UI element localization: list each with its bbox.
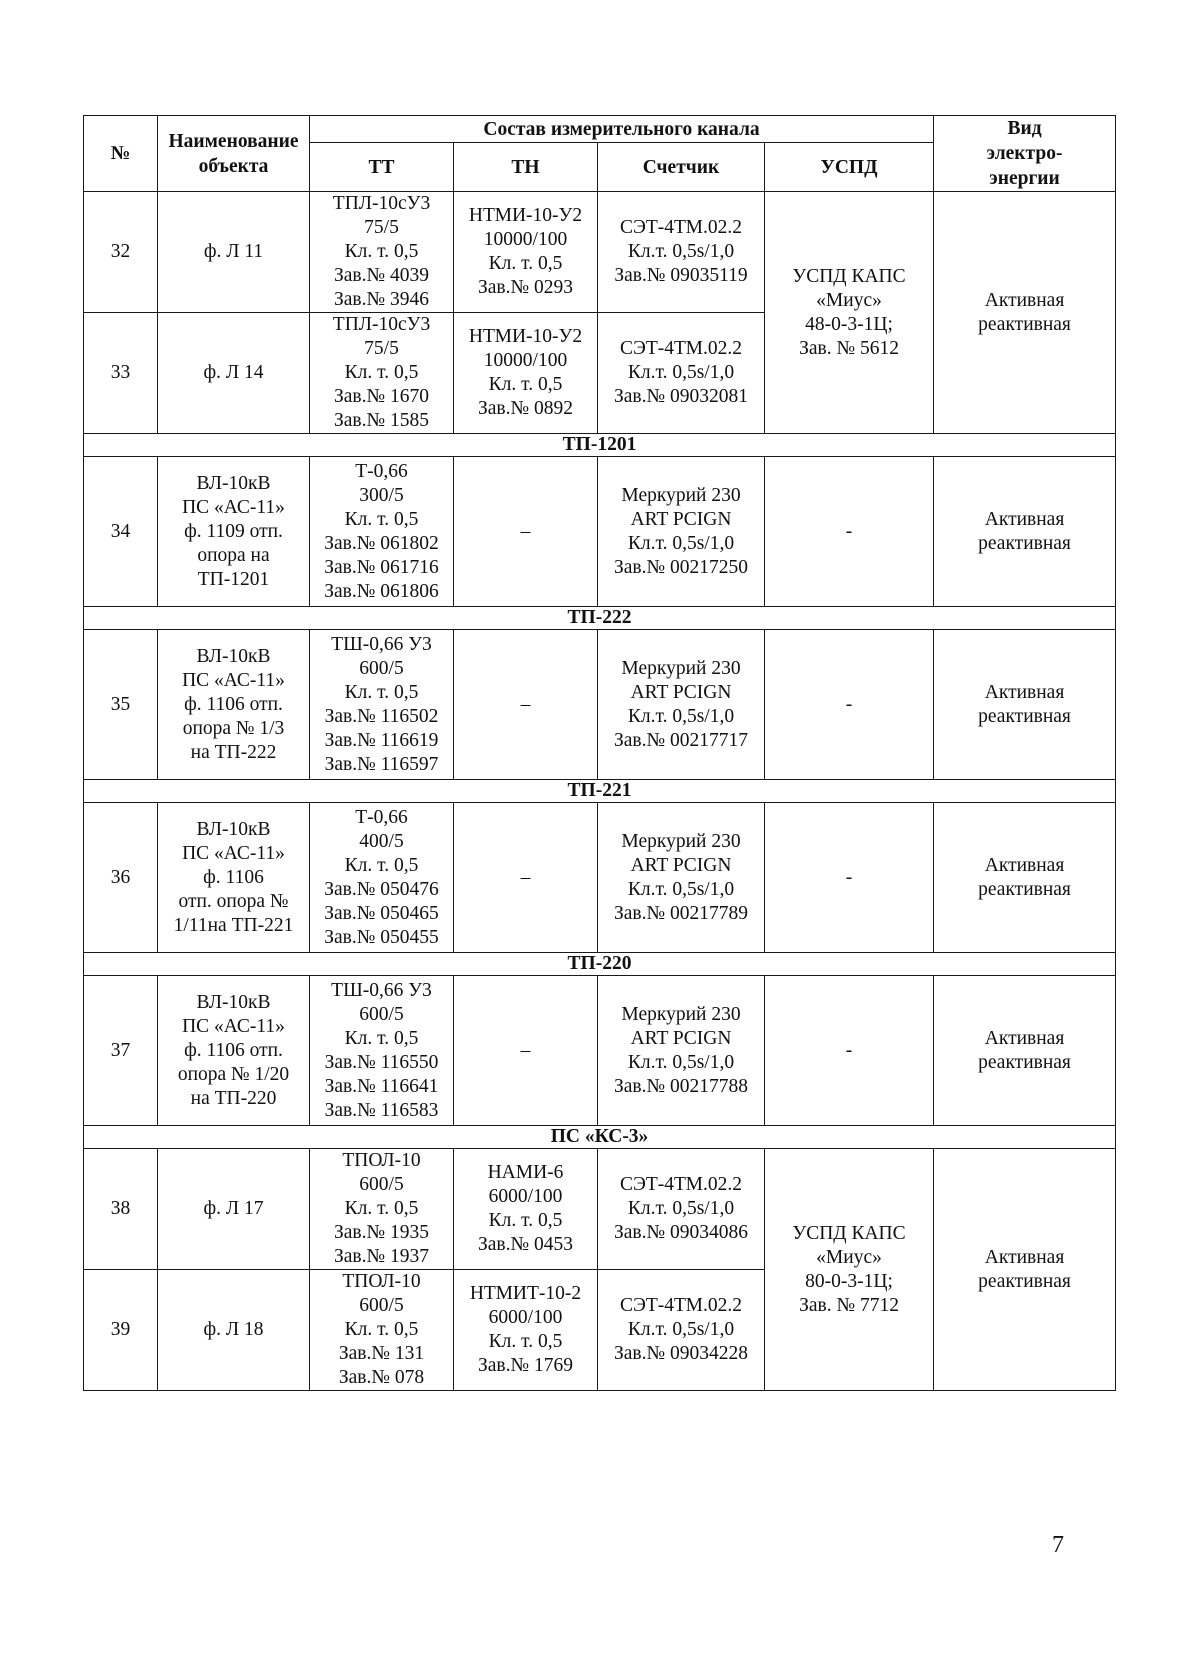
row-object-name: ф. Л 11 [158,192,310,313]
row-object-name: ВЛ-10кВ ПС «АС-11» ф. 1106 отп. опора № 1/20 на ТП-220 [158,976,310,1126]
row-meter: Меркурий 230 ART PCIGN Кл.т. 0,5s/1,0 Зав.№ 00217717 [598,630,765,780]
table-row [84,457,1116,607]
row-tt: ТШ-0,66 У3 600/5 Кл. т. 0,5 Зав.№ 116550 Зав.№ 116641 Зав.№ 116583 [310,976,454,1126]
row-num: 35 [84,630,158,780]
row-meter: Меркурий 230 ART PCIGN Кл.т. 0,5s/1,0 Зав.№ 00217250 [598,457,765,607]
row-object-name: ВЛ-10кВ ПС «АС-11» ф. 1106 отп. опора № 1/11на ТП-221 [158,803,310,953]
row-num: 32 [84,192,158,313]
row-meter: СЭТ-4ТМ.02.2 Кл.т. 0,5s/1,0 Зав.№ 09032081 [598,313,765,434]
row-energy-type: Активная реактивная [934,803,1116,953]
row-uspd: - [765,457,934,607]
row-energy-type: Активная реактивная [934,1149,1116,1391]
row-tn: НТМИТ-10-2 6000/100 Кл. т. 0,5 Зав.№ 1769 [454,1270,598,1391]
header-object-name-line1: Наименование [168,130,299,152]
header-uspd: УСПД [765,143,934,192]
row-uspd: - [765,630,934,780]
section-title: ТП-220 [84,953,1116,976]
row-num: 39 [84,1270,158,1391]
row-energy-type: Активная реактивная [934,630,1116,780]
row-object-name: ВЛ-10кВ ПС «АС-11» ф. 1109 отп. опора на ТП-1201 [158,457,310,607]
row-num: 36 [84,803,158,953]
header-meter: Счетчик [598,143,765,192]
row-num: 33 [84,313,158,434]
header-energy-type: Вид электро- энергии [934,116,1116,192]
row-num: 38 [84,1149,158,1270]
row-tt: ТШ-0,66 У3 600/5 Кл. т. 0,5 Зав.№ 116502 Зав.№ 116619 Зав.№ 116597 [310,630,454,780]
row-energy-type: Активная реактивная [934,192,1116,434]
row-object-name: ф. Л 17 [158,1149,310,1270]
row-num: 37 [84,976,158,1126]
header-object-name-line2: объекта [198,155,269,177]
row-tn: – [454,976,598,1126]
row-uspd: УСПД КАПС «Миус» 48-0-3-1Ц; Зав. № 5612 [765,192,934,434]
row-tn: НТМИ-10-У2 10000/100 Кл. т. 0,5 Зав.№ 0293 [454,192,598,313]
section-title: ПС «КС-3» [84,1126,1116,1149]
row-tn: – [454,630,598,780]
row-uspd: - [765,976,934,1126]
table-row [84,976,1116,1126]
header-object-name [158,116,310,192]
table-row [84,630,1116,780]
row-meter: СЭТ-4ТМ.02.2 Кл.т. 0,5s/1,0 Зав.№ 09034086 [598,1149,765,1270]
table-row [84,1149,1116,1270]
row-meter: СЭТ-4ТМ.02.2 Кл.т. 0,5s/1,0 Зав.№ 09035119 [598,192,765,313]
header-tt: ТТ [310,143,454,192]
row-meter: Меркурий 230 ART PCIGN Кл.т. 0,5s/1,0 Зав.№ 00217789 [598,803,765,953]
section-title: ТП-221 [84,780,1116,803]
row-tn: – [454,803,598,953]
header-tn: ТН [454,143,598,192]
row-uspd: - [765,803,934,953]
row-tt: ТПЛ-10сУ3 75/5 Кл. т. 0,5 Зав.№ 4039 Зав.№ 3946 [310,192,454,313]
row-object-name: ВЛ-10кВ ПС «АС-11» ф. 1106 отп. опора № 1/3 на ТП-222 [158,630,310,780]
row-tn: НАМИ-6 6000/100 Кл. т. 0,5 Зав.№ 0453 [454,1149,598,1270]
row-object-name: ф. Л 18 [158,1270,310,1391]
header-num: № [84,116,158,192]
table-row [84,803,1116,953]
table-row [84,192,1116,313]
row-meter: СЭТ-4ТМ.02.2 Кл.т. 0,5s/1,0 Зав.№ 09034228 [598,1270,765,1391]
section-title: ТП-1201 [84,434,1116,457]
measurement-channels-table [83,115,1116,1391]
row-meter: Меркурий 230 ART PCIGN Кл.т. 0,5s/1,0 Зав.№ 00217788 [598,976,765,1126]
row-tt: ТПЛ-10сУ3 75/5 Кл. т. 0,5 Зав.№ 1670 Зав.№ 1585 [310,313,454,434]
row-tt: ТПОЛ-10 600/5 Кл. т. 0,5 Зав.№ 1935 Зав.№ 1937 [310,1149,454,1270]
header-channel-composition: Состав измерительного канала [310,116,934,143]
row-tt: Т-0,66 400/5 Кл. т. 0,5 Зав.№ 050476 Зав.№ 050465 Зав.№ 050455 [310,803,454,953]
section-title: ТП-222 [84,607,1116,630]
row-object-name: ф. Л 14 [158,313,310,434]
row-energy-type: Активная реактивная [934,976,1116,1126]
row-num: 34 [84,457,158,607]
row-tn: – [454,457,598,607]
row-tt: Т-0,66 300/5 Кл. т. 0,5 Зав.№ 061802 Зав.№ 061716 Зав.№ 061806 [310,457,454,607]
row-energy-type: Активная реактивная [934,457,1116,607]
page-number: 7 [1052,1532,1064,1558]
row-tn: НТМИ-10-У2 10000/100 Кл. т. 0,5 Зав.№ 0892 [454,313,598,434]
row-tt: ТПОЛ-10 600/5 Кл. т. 0,5 Зав.№ 131 Зав.№ 078 [310,1270,454,1391]
row-uspd: УСПД КАПС «Миус» 80-0-3-1Ц; Зав. № 7712 [765,1149,934,1391]
